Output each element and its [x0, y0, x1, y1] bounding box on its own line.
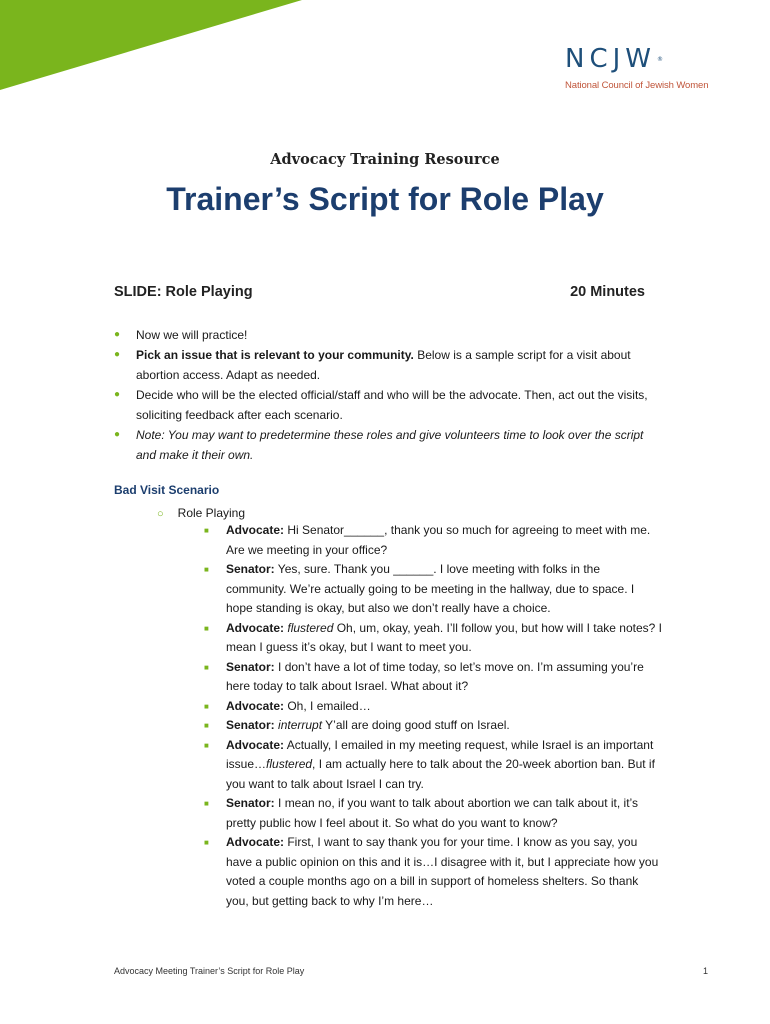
- slide-header: [114, 284, 645, 300]
- instruction-list: [114, 325, 659, 465]
- slide-duration: 20 Minutes: [570, 284, 645, 300]
- square-bullet-icon: ■: [204, 623, 209, 633]
- document-kicker: Advocacy Training Resource: [270, 151, 500, 168]
- page-number: 1: [702, 966, 708, 976]
- dialogue-line: ■ Senator: I don’t have a lot of time today, so let’s move on. I’m assuming you’re here today to talk about Israel. What about it?: [204, 659, 644, 693]
- square-bullet-icon: ■: [204, 701, 209, 711]
- square-bullet-icon: ■: [204, 565, 209, 574]
- sub-list-item: ○ Role Playing: [157, 506, 246, 520]
- dialogue-line: ■ Senator: interrupt Y’all are doing good stuff on Israel.: [204, 716, 662, 736]
- list-item: ● Pick an issue that is relevant to your community. Below is a sample script for a visit about abortion access. Adapt as needed.: [114, 345, 659, 385]
- footer-title: Advocacy Meeting Trainer’s Script for Role Play: [114, 966, 305, 976]
- page-footer: [114, 966, 708, 976]
- bullet-icon: ●: [114, 389, 121, 400]
- circle-bullet-icon: ○: [157, 508, 164, 520]
- square-bullet-icon: ■: [204, 721, 209, 730]
- ncjw-logo: [565, 44, 725, 91]
- square-bullet-icon: ■: [204, 662, 209, 672]
- green-corner-banner: [0, 0, 310, 95]
- list-item: ● Note: You may want to predetermine these roles and give volunteers time to look over the script and make it their own.: [114, 425, 659, 465]
- logo-mark-text: NCJW: [565, 44, 656, 74]
- dialogue-line: ■ Advocate: First, I want to say thank you for your time. I know as you say, you have a public opinion on this and it is…I disagree with it, but I appreciate how you voted a couple months ago on a bill in support of homeless shelters. So thank you, but getting back to why I’m here…: [204, 835, 659, 908]
- dialogue-line: ■ Senator: Yes, sure. Thank you ______. I love meeting with folks in the community. We’re actually going to be meeting in the hallway, due to space. I hope standing is okay, but also we don’t really have a choice.: [204, 562, 635, 615]
- bullet-icon: ●: [114, 429, 121, 440]
- logo-subtitle: National Council of Jewish Women: [565, 80, 709, 91]
- document-title: Trainer’s Script for Role Play: [166, 181, 604, 217]
- slide-label: SLIDE: Role Playing: [114, 284, 253, 300]
- dialogue-line: ■ Advocate: Actually, I emailed in my meeting request, while Israel is an important issue…flustered, I am actually here to talk about the 20-week abortion ban. But if you want to talk about Israel I can try.: [204, 737, 655, 791]
- bullet-icon: ●: [114, 349, 121, 360]
- dialogue-list: [204, 521, 662, 911]
- dialogue-line: ■ Advocate: Hi Senator______, thank you so much for agreeing to meet with me. Are we meeting in your office?: [204, 523, 651, 557]
- logo-mark: NCJW ®: [565, 44, 663, 74]
- dialogue-line: ■ Senator: I mean no, if you want to talk about abortion we can talk about it, it’s pretty public how I feel about it. So what do you want to know?: [204, 796, 639, 830]
- square-bullet-icon: ■: [204, 526, 209, 535]
- section-title: Bad Visit Scenario: [114, 483, 220, 497]
- list-item: ● Decide who will be the elected official/staff and who will be the advocate. Then, act out the visits, soliciting feedback after each scenario.: [114, 385, 659, 425]
- dialogue-line: ■ Advocate: flustered Oh, um, okay, yeah. I’ll follow you, but how will I take notes? I mean I guess it’s okay, but I want to meet you.: [204, 620, 662, 654]
- dialogue-line: ■ Advocate: Oh, I emailed…: [204, 697, 662, 717]
- bullet-icon: ●: [114, 329, 121, 340]
- square-bullet-icon: ■: [204, 838, 209, 847]
- list-item: ● Now we will practice!: [114, 325, 659, 345]
- square-bullet-icon: ■: [204, 740, 209, 750]
- square-bullet-icon: ■: [204, 799, 209, 808]
